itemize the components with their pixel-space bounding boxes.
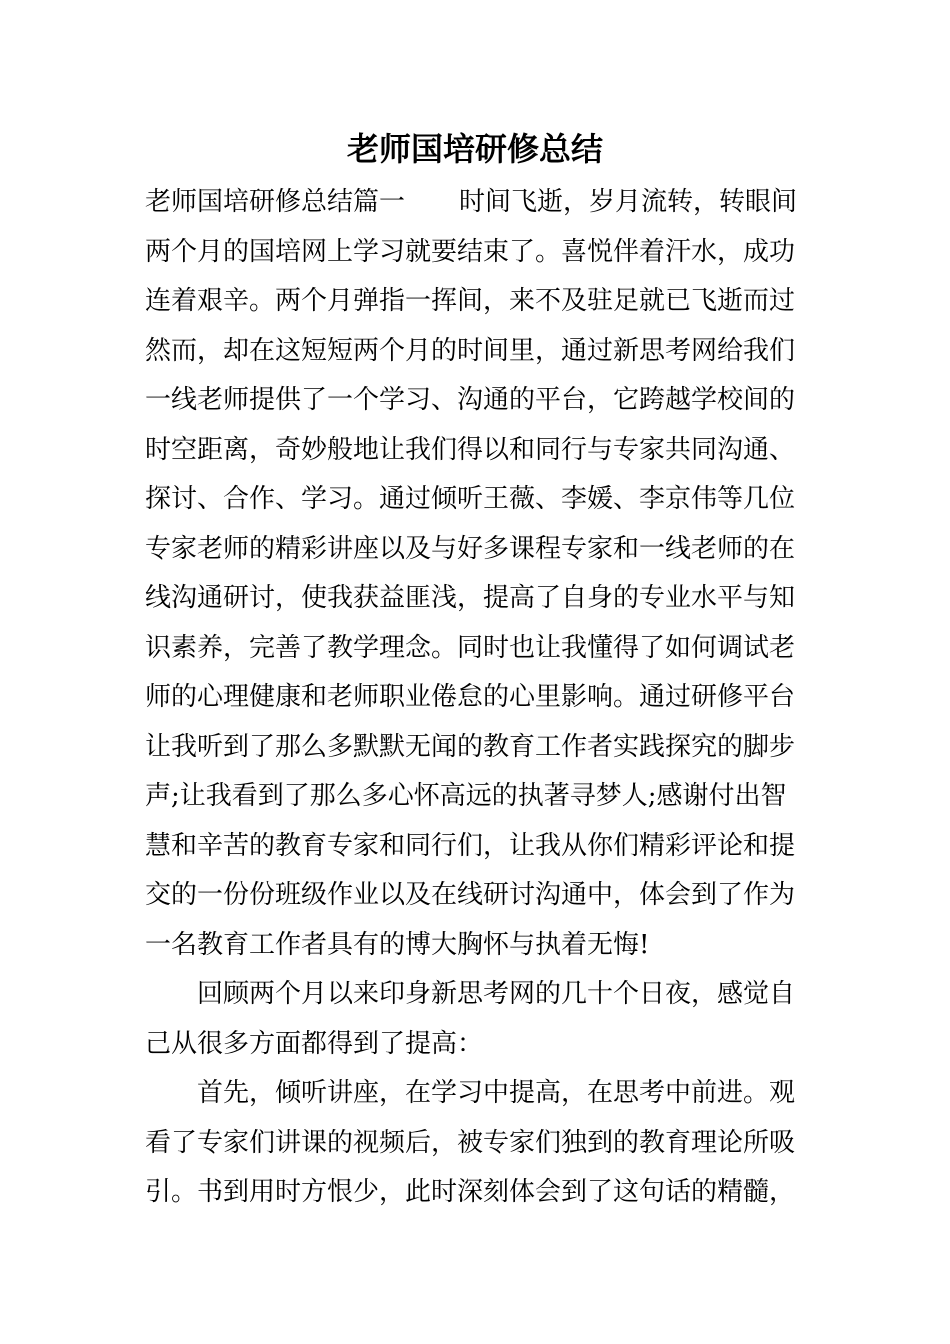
paragraph-line: 声;让我看到了那么多心怀高远的执著寻梦人;感谢付出智 — [145, 781, 787, 811]
paragraph-line: 引。书到用时方恨少，此时深刻体会到了这句话的精髓， — [145, 1177, 796, 1207]
paragraph-3 — [145, 1069, 810, 1218]
paragraph-line: 看了专家们讲课的视频后，被专家们独到的教育理论所吸 — [145, 1127, 796, 1158]
paragraph-line: 连着艰辛。两个月弹指一挥间，来不及驻足就已飞逝而过 — [145, 286, 796, 316]
line-text: 时间飞逝，岁月流转，转眼间 — [459, 187, 798, 217]
paragraph-1 — [145, 178, 810, 970]
paragraph-line: 回顾两个月以来印身新思考网的几十个日夜，感觉自 — [197, 979, 796, 1009]
paragraph-line: 两个月的国培网上学习就要结束了。喜悦伴着汗水，成功 — [145, 236, 796, 267]
paragraph-line: 探讨、合作、学习。通过倾听王薇、李媛、李京伟等几位 — [145, 484, 796, 514]
paragraph-line: 一线老师提供了一个学习、沟通的平台，它跨越学校间的 — [145, 385, 796, 415]
paragraph-line: 然而，却在这短短两个月的时间里，通过新思考网给我们 — [145, 335, 796, 366]
document-body — [145, 178, 810, 1218]
paragraph-line: 识素养，完善了教学理念。同时也让我懂得了如何调试老 — [145, 632, 796, 663]
document-title: 老师国培研修总结 — [346, 130, 603, 168]
paragraph-line: 线沟通研讨，使我获益匪浅，提高了自身的专业水平与知 — [145, 583, 796, 613]
paragraph-line: 交的一份份班级作业以及在线研讨沟通中，体会到了作为 — [145, 880, 796, 910]
paragraph-line — [145, 178, 810, 228]
paragraph-line: 一名教育工作者具有的博大胸怀与执着无悔! — [145, 929, 650, 960]
paragraph-line: 己从很多方面都得到了提高： — [145, 1028, 484, 1059]
paragraph-line: 师的心理健康和老师职业倦怠的心里影响。通过研修平台 — [145, 682, 796, 712]
paragraph-line: 时空距离，奇妙般地让我们得以和同行与专家共同沟通、 — [145, 434, 796, 465]
paragraph-line: 首先，倾听讲座，在学习中提高，在思考中前进。观 — [197, 1078, 796, 1108]
paragraph-line: 让我听到了那么多默默无闻的教育工作者实践探究的脚步 — [145, 731, 796, 762]
paragraph-line: 专家老师的精彩讲座以及与好多课程专家和一线老师的在 — [145, 533, 796, 564]
section-heading: 老师国培研修总结篇一 — [145, 187, 406, 217]
paragraph-line: 慧和辛苦的教育专家和同行们，让我从你们精彩评论和提 — [145, 830, 796, 861]
paragraph-2 — [145, 970, 810, 1069]
